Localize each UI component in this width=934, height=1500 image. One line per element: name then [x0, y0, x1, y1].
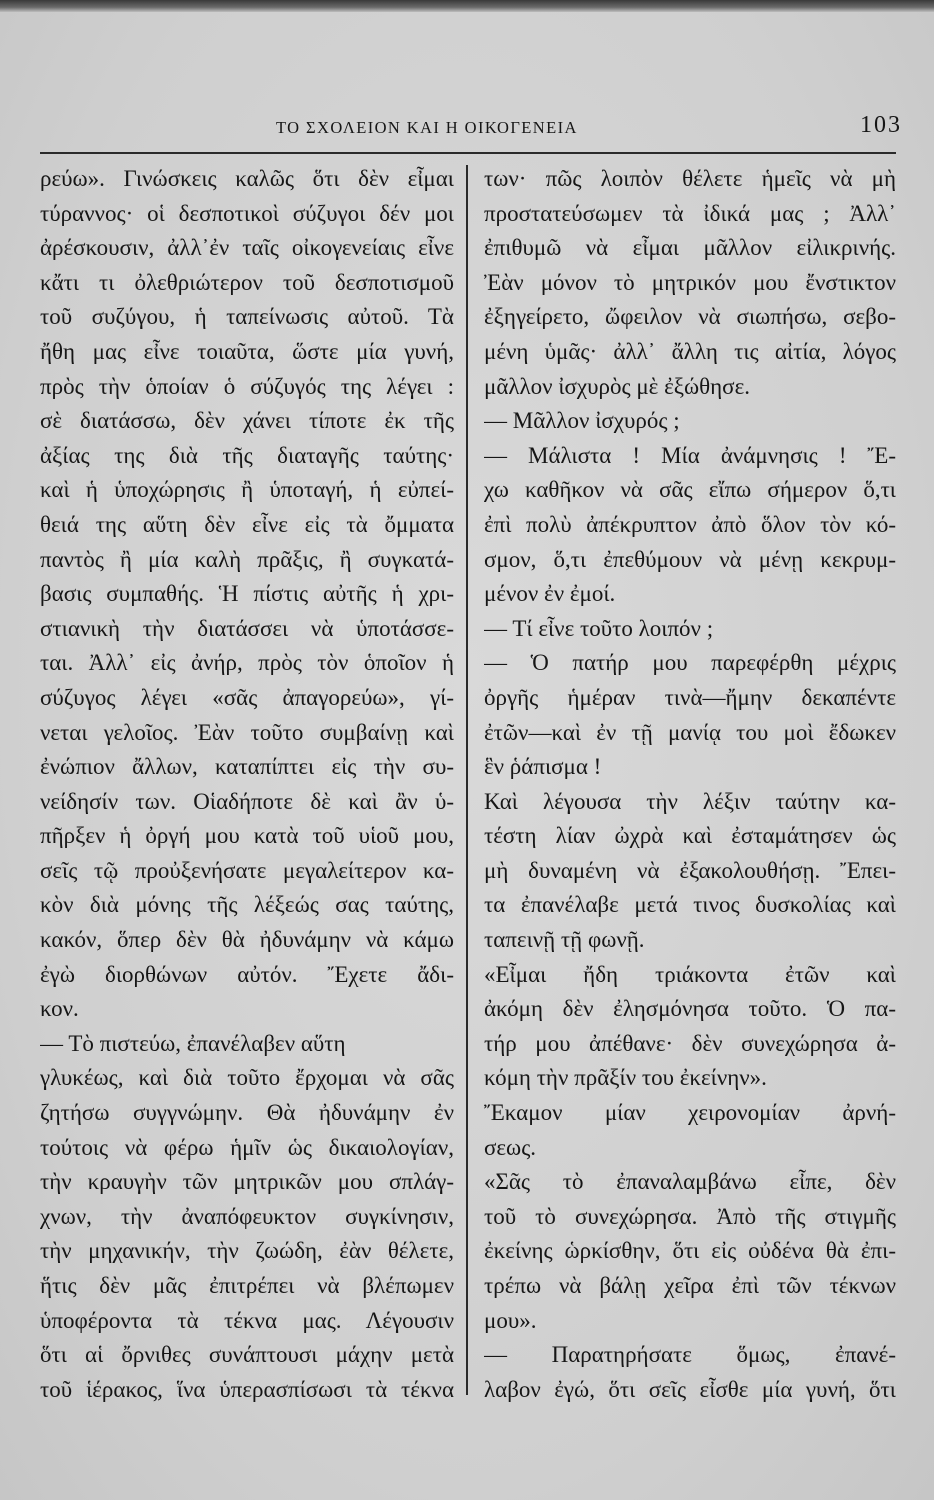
- text-line: τα ἐπανέλαβε μετά τινος δυσκολίας καὶ: [484, 892, 896, 918]
- text-line: — Παρατηρήσατε ὅμως, ἐπανέ-: [484, 1342, 896, 1368]
- text-line: βασις συμπαθής. Ἡ πίστις αὐτῆς ἡ χρι-: [40, 581, 454, 607]
- right-column: [484, 162, 896, 1407]
- header-rule: [40, 152, 896, 154]
- text-line: τοῦ τὸ συνεχώρησα. Ἀπὸ τῆς στιγμῆς: [484, 1203, 896, 1229]
- text-line: τήρ μου ἀπέθανε· δὲν συνεχώρησα ἀ-: [484, 1030, 896, 1056]
- text-line: κον.: [40, 996, 79, 1022]
- text-line: ἐνώπιον ἄλλων, καταπίπτει εἰς τὴν συ-: [40, 754, 454, 780]
- text-line: σύζυγος λέγει «σᾶς ἀπαγορεύω», γί-: [40, 684, 454, 710]
- text-line: θειά της αὕτη δὲν εἶνε εἰς τὰ ὄμματα: [40, 511, 454, 537]
- text-line: τὴν κραυγὴν τῶν μητρικῶν μου σπλάγ-: [40, 1169, 454, 1195]
- text-line: γλυκέως, καὶ διὰ τοῦτο ἔρχομαι νὰ σᾶς: [40, 1065, 454, 1091]
- text-line: μένον ἐν ἐμοί.: [484, 581, 616, 607]
- text-line: τοῦ συζύγου, ἡ ταπείνωσις αὐτοῦ. Τὰ: [40, 304, 454, 330]
- running-header: [262, 112, 902, 144]
- text-line: ἓν ῥάπισμα !: [484, 754, 602, 780]
- text-line: κακόν, ὅπερ δὲν θὰ ἠδυνάμην νὰ κάμω: [40, 927, 454, 953]
- text-line: ἀρέσκουσιν, ἀλλ᾽ἐν ταῖς οἰκογενείαις εἶνε: [40, 235, 454, 261]
- running-title: ΤΟ ΣΧΟΛΕΙΟΝ ΚΑΙ Η ΟΙΚΟΓΕΝΕΙΑ: [276, 118, 578, 137]
- text-line: τὴν μηχανικήν, τὴν ζωώδη, ἐὰν θέλετε,: [40, 1238, 454, 1264]
- text-line: σεως.: [484, 1134, 537, 1160]
- text-line: ἐκείνης ὡρκίσθην, ὅτι εἰς οὐδένα θὰ ἐπι-: [484, 1238, 896, 1264]
- text-line: Ἐὰν μόνον τὸ μητρικόν μου ἔνστικτον: [484, 269, 896, 295]
- text-line: τύραννος· οἱ δεσποτικοὶ σύζυγοι δέν μοι: [40, 200, 454, 226]
- scan-edge: [0, 0, 934, 12]
- text-line: νεται γελοῖος. Ἐὰν τοῦτο συμβαίνῃ καὶ: [40, 719, 454, 745]
- text-line: ὅτι αἱ ὄρνιθες συνάπτουσι μάχην μετὰ: [40, 1342, 454, 1368]
- text-line: τρέπω νὰ βάλῃ χεῖρα ἐπὶ τῶν τέκνων: [484, 1273, 896, 1298]
- text-line: σὲ διατάσσω, δὲν χάνει τίποτε ἐκ τῆς: [40, 408, 454, 434]
- text-line: τέστη λίαν ὠχρὰ καὶ ἐσταμάτησεν ὡς: [484, 823, 896, 849]
- text-line: λαβον ἐγώ, ὅτι σεῖς εἶσθε μία γυνή, ὅτι: [484, 1376, 896, 1402]
- text-line: ὀργῆς ἡμέραν τινὰ—ἤμην δεκαπέντε: [484, 684, 896, 710]
- text-line: πρὸς τὴν ὁποίαν ὁ σύζυγός της λέγει :: [40, 373, 454, 399]
- text-line: ἤθη μας εἶνε τοιαῦτα, ὥστε μία γυνή,: [40, 338, 454, 364]
- text-line: χω καθῆκον νὰ σᾶς εἴπω σήμερον ὅ,τι: [484, 477, 896, 503]
- text-line: ἐγὼ διορθώνων αὐτόν. Ἔχετε ἄδι-: [40, 961, 454, 987]
- text-line: — Μᾶλλον ἰσχυρός ;: [484, 408, 680, 434]
- text-line: ρεύω». Γινώσκεις καλῶς ὅτι δὲν εἶμαι: [40, 166, 454, 191]
- text-line: ζητήσω συγγνώμην. Θὰ ἠδυνάμην ἐν: [40, 1100, 454, 1126]
- text-line: — Τὸ πιστεύω, ἐπανέλαβεν αὕτη: [40, 1030, 346, 1056]
- text-line: ἐπὶ πολὺ ἀπέκρυπτον ἀπὸ ὅλον τὸν κό-: [484, 511, 896, 537]
- text-line: ἐπιθυμῶ νὰ εἶμαι μᾶλλον εἰλικρινής.: [484, 235, 896, 261]
- text-line: σμον, ὅ,τι ἐπεθύμουν νὰ μένῃ κεκρυμ-: [484, 546, 896, 572]
- text-line: ται. Ἀλλ᾽ εἰς ἀνήρ, πρὸς τὸν ὁποῖον ἡ: [40, 650, 454, 676]
- text-line: παντὸς ἢ μία καλὴ πρᾶξις, ἢ συγκατά-: [40, 546, 454, 572]
- text-line: καὶ ἡ ὑποχώρησις ἢ ὑποταγή, ἡ εὐπεί-: [40, 477, 454, 503]
- text-line: μου».: [484, 1307, 537, 1333]
- text-line: τούτοις νὰ φέρω ἡμῖν ὡς δικαιολογίαν,: [40, 1134, 454, 1160]
- text-line: προστατεύσωμεν τὰ ἰδικά μας ; Ἀλλ᾽: [484, 200, 896, 226]
- text-line: μένη ὑμᾶς· ἀλλ᾽ ἄλλη τις αἰτία, λόγος: [484, 338, 896, 364]
- text-line: μᾶλλον ἰσχυρὸς μὲ ἐξώθησε.: [484, 373, 750, 399]
- text-line: των· πῶς λοιπὸν θέλετε ἡμεῖς νὰ μὴ: [484, 166, 896, 191]
- text-line: κόμη τὴν πρᾶξίν του ἐκείνην».: [484, 1065, 767, 1091]
- text-line: κὸν διὰ μόνης τῆς λέξεώς σας ταύτης,: [40, 892, 454, 918]
- text-line: στιανικὴ τὴν διατάσσει νὰ ὑποτάσσε-: [40, 615, 454, 641]
- text-line: χνων, τὴν ἀναπόφευκτον συγκίνησιν,: [40, 1203, 454, 1229]
- left-column: [40, 162, 454, 1407]
- text-line: ταπεινῇ τῇ φωνῇ.: [484, 927, 645, 953]
- text-line: ἀξίας της διὰ τῆς διαταγῆς ταύτης·: [40, 442, 454, 468]
- text-line: νείδησίν των. Οἱαδήποτε δὲ καὶ ἂν ὑ-: [40, 788, 454, 814]
- text-line: ἥτις δὲν μᾶς ἐπιτρέπει νὰ βλέπωμεν: [40, 1273, 454, 1298]
- text-line: ἐξηγείρετο, ὤφειλον νὰ σιωπήσω, σεβο-: [484, 304, 896, 330]
- text-line: τοῦ ἱέρακος, ἵνα ὑπερασπίσωσι τὰ τέκνα: [40, 1376, 454, 1402]
- text-line: «Σᾶς τὸ ἐπαναλαμβάνω εἶπε, δὲν: [484, 1169, 896, 1195]
- page-number: 103: [860, 112, 902, 138]
- text-line: «Εἶμαι ἤδη τριάκοντα ἐτῶν καὶ: [484, 961, 896, 987]
- text-line: Καὶ λέγουσα τὴν λέξιν ταύτην κα-: [484, 788, 896, 814]
- text-line: — Μάλιστα ! Μία ἀνάμνησις ! Ἔ-: [484, 442, 896, 468]
- text-line: ὑποφέροντα τὰ τέκνα μας. Λέγουσιν: [40, 1307, 454, 1333]
- text-line: ἐτῶν—καὶ ἐν τῇ μανίᾳ του μοὶ ἔδωκεν: [484, 719, 896, 745]
- text-line: πῆρξεν ἡ ὀργή μου κατὰ τοῦ υἱοῦ μου,: [40, 823, 454, 849]
- text-line: — Ὁ πατήρ μου παρεφέρθη μέχρις: [484, 650, 896, 676]
- text-line: ἀκόμη δὲν ἐλησμόνησα τοῦτο. Ὁ πα-: [484, 996, 896, 1022]
- text-line: — Τί εἶνε τοῦτο λοιπόν ;: [484, 615, 714, 641]
- column-divider: [466, 165, 468, 1395]
- text-line: μὴ δυναμένη νὰ ἐξακολουθήσῃ. Ἔπει-: [484, 857, 896, 883]
- text-line: Ἔκαμον μίαν χειρονομίαν ἀρνή-: [484, 1100, 896, 1126]
- text-line: σεῖς τῷ προὐξενήσατε μεγαλείτερον κα-: [40, 857, 454, 883]
- text-line: κἄτι τι ὀλεθριώτερον τοῦ δεσποτισμοῦ: [40, 269, 454, 295]
